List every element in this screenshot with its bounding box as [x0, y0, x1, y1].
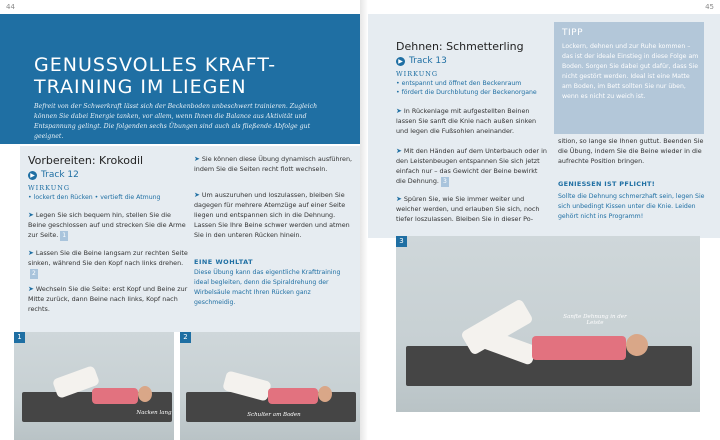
arrow-icon: ➤	[396, 195, 402, 203]
arrow-icon: ➤	[396, 107, 402, 115]
step-text: Mit den Händen auf dem Unterbauch oder in den Leistenbeugen entspannen Sie sich jetzt einfach nur – das Gewicht der Beine bewirkt die Dehnung.	[396, 147, 547, 185]
tipp-text: Lockern, dehnen und zur Ruhe kommen – das ist der ideale Einstieg in diese Folge am Boden. Sorgen Sie dabei gut dafür, dass Sie nicht gestört werden. Ideal ist eine Matte am Boden, im Bett sollten Sie nur üben, wenn es nicht zu weich ist.	[562, 43, 699, 100]
torso	[268, 388, 318, 404]
step-3	[396, 194, 548, 224]
exercise-krokodil-panel	[20, 146, 360, 332]
track-label: Track 12	[41, 170, 79, 180]
intro-text: Befreit von der Schwerkraft lässt sich der Beckenboden unbeschwert trainieren. Zugleich können Sie dabei Energie tanken, vor allem, wenn Ihnen die Balance aus Aktivität und Entspannung gelingt. Die folgenden sechs Übungen sind auch als fließende Abfolge gut geeignet.	[34, 103, 318, 140]
photo-badge: 1	[14, 332, 25, 343]
photo-ref-badge: 2	[32, 270, 36, 277]
photo-ref-badge: 1	[62, 232, 67, 239]
step-text: In Rückenlage mit aufgestellten Beinen lassen Sie sanft die Knie nach außen sinken und legen die Fußsohlen aneinander.	[396, 107, 537, 135]
page-title: GENUSSVOLLES KRAFT- TRAINING IM LIEGEN	[34, 54, 277, 98]
arrow-icon: ➤	[28, 249, 34, 257]
arrow-icon: ➤	[28, 285, 34, 293]
wirkung-line-2: • fördert die Durchblutung der Beckenorgane	[396, 89, 537, 96]
step-3	[28, 284, 188, 314]
head	[318, 386, 332, 402]
arrow-icon: ➤	[194, 191, 200, 199]
page-number-left: 44	[6, 3, 15, 11]
head	[626, 334, 648, 356]
step-text: Spüren Sie, wie Sie immer weiter und weicher werden, und erlauben Sie sich, noch tiefer loszulassen. Bleiben Sie in dieser Po-	[396, 195, 540, 223]
page-number-right: 45	[705, 3, 714, 11]
book-gutter	[360, 0, 368, 440]
tipp-title: TIPP	[562, 28, 584, 38]
exercise-title: Dehnen: Schmetterling	[396, 40, 524, 53]
photo-caption: Sanfte Dehnung in der Leiste	[563, 314, 627, 326]
geniessen-label: GENIESSEN IST PFLICHT!	[558, 180, 656, 188]
step-2	[28, 248, 188, 279]
right-page	[368, 0, 720, 440]
photo-1	[14, 332, 174, 440]
torso	[532, 336, 626, 360]
eine-wohltat-label: EINE WOHLTAT	[194, 258, 254, 266]
photo-3	[396, 236, 700, 412]
geniessen-text: Sollte die Dehnung schmerzhaft sein, legen Sie sich unbedingt Kissen unter die Knie. Leiden gehört nicht ins Programm!	[558, 193, 705, 220]
arrow-icon: ➤	[194, 155, 200, 163]
wirkung-text: • lockert den Rücken • vertieft die Atmung	[28, 194, 161, 201]
torso	[92, 388, 138, 404]
hero-header	[0, 14, 360, 144]
play-icon: ▶	[396, 57, 405, 66]
step-1	[396, 106, 548, 136]
tipp-box	[554, 22, 704, 134]
play-icon: ▶	[28, 171, 37, 180]
wirkung-label: WIRKUNG	[396, 70, 439, 78]
step-text: Lassen Sie die Beine langsam zur rechten Seite sinken, während Sie den Kopf nach links drehen.	[28, 249, 188, 267]
eine-wohltat-text: Diese Übung kann das eigentliche Krafttraining ideal begleiten, denn die Spiraldrehung der Wirbelsäule macht Ihren Rücken ganz geschmeidig.	[194, 269, 341, 306]
photo-2	[180, 332, 360, 440]
track-label: Track 13	[409, 56, 447, 66]
step-2	[396, 146, 548, 187]
wirkung-line-1: • entspannt und öffnet den Beckenraum	[396, 80, 522, 87]
photo-caption: Nacken lang	[136, 410, 172, 416]
step-text: Sie können diese Übung dynamisch ausführen, indem Sie die Seiten recht flott wechseln.	[194, 155, 353, 173]
exercise-schmetterling-panel	[368, 14, 720, 238]
photo-caption: Schulter am Boden	[247, 412, 301, 418]
track-link[interactable]	[396, 56, 447, 66]
head	[138, 386, 152, 402]
track-link[interactable]	[28, 170, 79, 180]
arrow-icon: ➤	[396, 147, 402, 155]
photo-badge: 3	[396, 236, 407, 247]
photo-ref-badge: 3	[442, 178, 447, 185]
step-4	[194, 154, 354, 174]
step-text: Wechseln Sie die Seite: erst Kopf und Beine zur Mitte zurück, dann Beine nach links, Kopf nach rechts.	[28, 285, 188, 313]
photo-badge: 2	[180, 332, 191, 343]
arrow-icon: ➤	[28, 211, 34, 219]
step-text: Legen Sie sich bequem hin, stellen Sie die Beine geschlossen auf und strecken Sie die Arme zur Seite.	[28, 211, 186, 239]
step-5	[194, 190, 354, 240]
step-3-continuation: sition, so lange sie Ihnen guttut. Beenden Sie die Übung, indem Sie die Beine wieder in die aufrechte Position bringen.	[558, 137, 704, 165]
wirkung-label: WIRKUNG	[28, 184, 71, 192]
step-text: Um auszuruhen und loszulassen, bleiben Sie dagegen für mehrere Atemzüge auf einer Seite liegen und entspannen sich in die Dehnung. Lassen Sie Ihre Beine schwer werden und atmen Sie in den unteren Rücken hinein.	[194, 191, 350, 239]
exercise-title: Vorbereiten: Krokodil	[28, 154, 144, 167]
step-1	[28, 210, 188, 241]
